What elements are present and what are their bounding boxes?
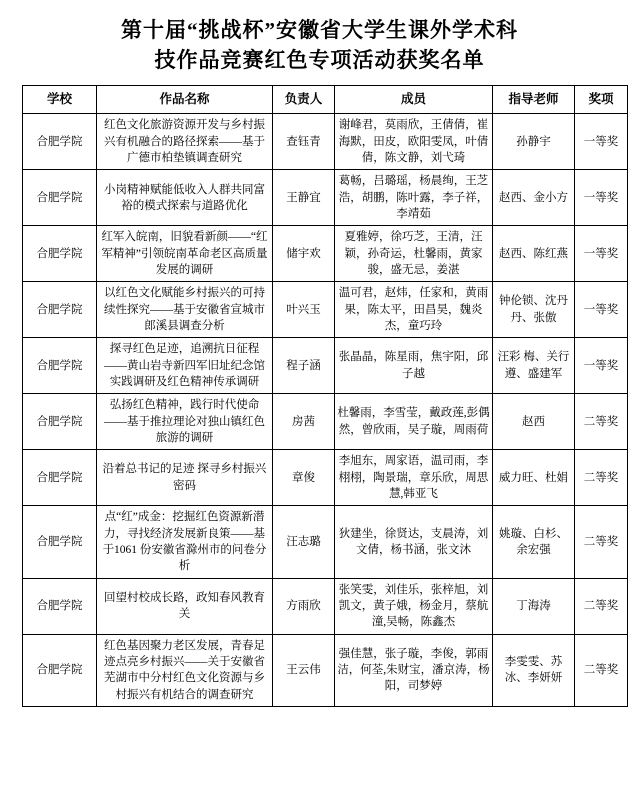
award-list-table [22, 85, 628, 707]
cell-prize: 一等奖 [575, 170, 628, 226]
cell-teacher: 赵西 [493, 394, 575, 450]
cell-prize: 二等奖 [575, 394, 628, 450]
cell-teacher: 钟伦锁、沈丹丹、张傲 [493, 282, 575, 338]
title-line-1: 第十届“挑战杯”安徽省大学生课外学术科 [121, 18, 518, 42]
cell-teacher: 赵西、陈红燕 [493, 226, 575, 282]
cell-members: 强佳慧，张子璇，李俊，郭雨洁，何荃,朱财宝，潘京涛，杨阳，司梦婷 [335, 634, 493, 706]
cell-school: 合肥学院 [23, 394, 97, 450]
cell-leader: 程子涵 [273, 338, 335, 394]
cell-prize: 二等奖 [575, 634, 628, 706]
table-row [23, 394, 628, 450]
cell-members: 李旭东，周家语，温司雨，李栩栩，陶景瑞，章乐欣，周思慧,韩亚飞 [335, 450, 493, 506]
table-row [23, 338, 628, 394]
cell-teacher: 孙静宇 [493, 114, 575, 170]
cell-work: 红军入皖南，旧貌看新颜——“红军精神”引领皖南革命老区高质量发展的调研 [97, 226, 273, 282]
cell-school: 合肥学院 [23, 634, 97, 706]
table-header-row [23, 85, 628, 114]
cell-leader: 查钰青 [273, 114, 335, 170]
cell-school: 合肥学院 [23, 226, 97, 282]
cell-school: 合肥学院 [23, 114, 97, 170]
cell-teacher: 姚璇、白杉、余宏强 [493, 506, 575, 578]
cell-prize: 一等奖 [575, 338, 628, 394]
column-header-school: 学校 [23, 85, 97, 114]
title-line-2: 技作品竞赛红色专项活动获奖名单 [154, 47, 485, 72]
cell-school: 合肥学院 [23, 506, 97, 578]
cell-prize: 一等奖 [575, 282, 628, 338]
cell-leader: 章俊 [273, 450, 335, 506]
column-header-work: 作品名称 [97, 85, 273, 114]
cell-school: 合肥学院 [23, 170, 97, 226]
column-header-prize: 奖项 [575, 85, 628, 114]
cell-work: 回望村校成长路，政知春风教育关 [97, 578, 273, 634]
document-title [22, 16, 617, 76]
cell-prize: 二等奖 [575, 450, 628, 506]
cell-work: 探寻红色足迹，追溯抗日征程——黄山岩寺新四军旧址纪念馆实践调研及红色精神传承调研 [97, 338, 273, 394]
cell-school: 合肥学院 [23, 282, 97, 338]
cell-work: 红色基因聚力老区发展，青春足迹点亮乡村振兴——关于安徽省芜湖市中分村红色文化资源与乡村振兴有机结合的调查研究 [97, 634, 273, 706]
cell-teacher: 威力旺、杜娟 [493, 450, 575, 506]
cell-leader: 房茜 [273, 394, 335, 450]
column-header-teacher: 指导老师 [493, 85, 575, 114]
table-row [23, 114, 628, 170]
cell-members: 张笑雯，刘佳乐，张梓旭，刘凯文，黄子娥，杨金月，蔡航潼,吴畅，陈鑫杰 [335, 578, 493, 634]
cell-leader: 叶兴玉 [273, 282, 335, 338]
table-row [23, 170, 628, 226]
table-row [23, 506, 628, 578]
cell-members: 张晶晶，陈星雨，焦宇阳，邱子越 [335, 338, 493, 394]
cell-members: 夏雅婷，徐巧芝，王清，汪颖，孙奇运，杜馨雨，黄家骏，盛无忌，姜湛 [335, 226, 493, 282]
column-header-members: 成员 [335, 85, 493, 114]
cell-prize: 一等奖 [575, 226, 628, 282]
cell-work: 小岗精神赋能低收入人群共同富裕的模式探索与道路优化 [97, 170, 273, 226]
cell-teacher: 李雯雯、苏冰、李妍妍 [493, 634, 575, 706]
table-row [23, 578, 628, 634]
cell-leader: 方雨欣 [273, 578, 335, 634]
cell-leader: 储宇欢 [273, 226, 335, 282]
table-row [23, 450, 628, 506]
cell-members: 狄建坐，徐贤达，支晨涛，刘文倩，杨书涵，张文沐 [335, 506, 493, 578]
cell-prize: 二等奖 [575, 578, 628, 634]
table-row [23, 282, 628, 338]
cell-members: 温可君，赵炜，任家和，黄雨果，陈太平，田昌昊，魏炎杰，童巧玲 [335, 282, 493, 338]
cell-prize: 一等奖 [575, 114, 628, 170]
cell-members: 葛畅，吕璐瑶，杨晨绚，王芝浩，胡鹏，陈叶露，李子祥，李靖茹 [335, 170, 493, 226]
cell-school: 合肥学院 [23, 338, 97, 394]
cell-teacher: 汪彩 梅、关行遵、盛建军 [493, 338, 575, 394]
table-row [23, 226, 628, 282]
cell-members: 杜馨雨，李雪莹，戴政莲,彭偶然，曾欣雨，吴子璇，周雨荷 [335, 394, 493, 450]
cell-teacher: 丁海涛 [493, 578, 575, 634]
cell-work: 弘扬红色精神，践行时代使命——基于推拉理论对独山镇红色旅游的调研 [97, 394, 273, 450]
cell-school: 合肥学院 [23, 450, 97, 506]
cell-teacher: 赵西、金小方 [493, 170, 575, 226]
cell-work: 以红色文化赋能乡村振兴的可持续性探究——基于安徽省宣城市郎溪县调查分析 [97, 282, 273, 338]
cell-leader: 汪志璐 [273, 506, 335, 578]
cell-school: 合肥学院 [23, 578, 97, 634]
table-row [23, 634, 628, 706]
cell-members: 谢峰君，莫雨欣，王倩倩，崔海默，田皮，欧阳雯凤，叶倩倩，陈文静，刘弋琦 [335, 114, 493, 170]
column-header-leader: 负责人 [273, 85, 335, 114]
cell-leader: 王静宜 [273, 170, 335, 226]
cell-work: 沿着总书记的足迹 探寻乡村振兴密码 [97, 450, 273, 506]
cell-work: 点“红”成金：挖掘红色资源新潜力，寻找经济发展新良策——基于1061 份安徽省滁州市的问卷分析 [97, 506, 273, 578]
cell-leader: 王云伟 [273, 634, 335, 706]
cell-work: 红色文化旅游资源开发与乡村振兴有机融合的路径探索——基于广德市柏垫镇调查研究 [97, 114, 273, 170]
cell-prize: 二等奖 [575, 506, 628, 578]
